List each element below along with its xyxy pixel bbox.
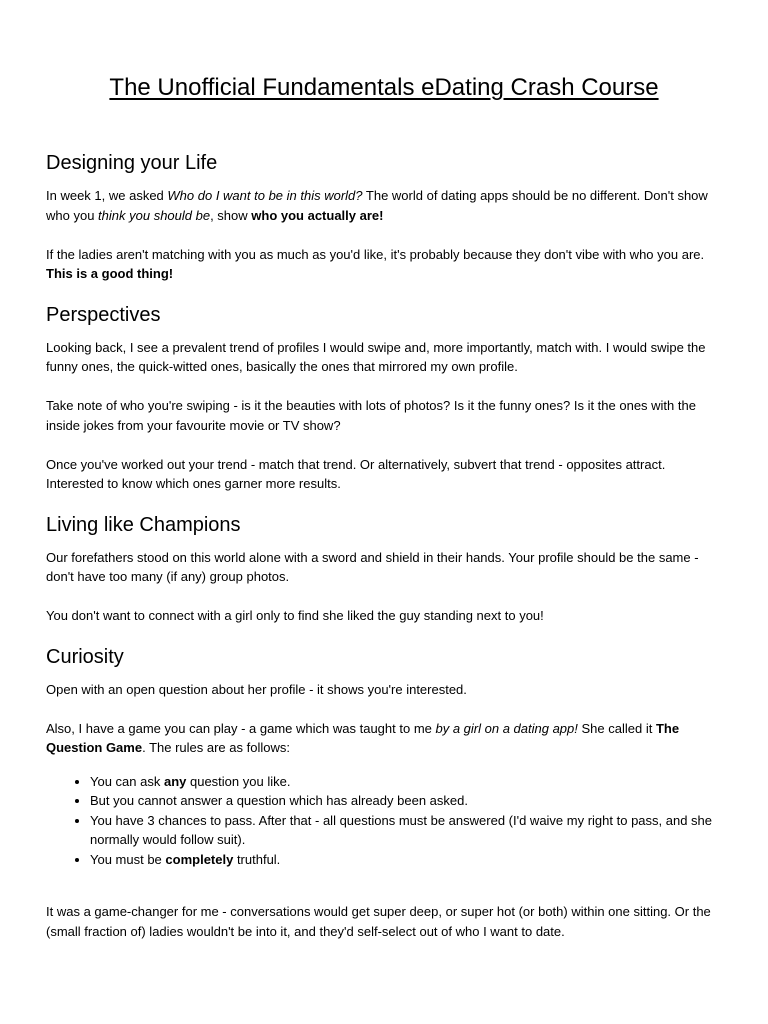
paragraph: You don't want to connect with a girl only to find she liked the guy standing next to you! — [46, 608, 544, 623]
text-run: truthful. — [233, 851, 281, 867]
list-item — [90, 772, 722, 792]
paragraph: Our forefathers stood on this world alone with a sword and shield in their hands. Your profile should be the same - don't have too many (if any) group photos. — [46, 549, 699, 584]
text-run: , show — [210, 207, 252, 223]
text-run: The world of dating apps should be no different. Don't show who you — [46, 188, 708, 223]
rules-list — [46, 772, 722, 870]
text-run: . The rules are as follows: — [142, 740, 290, 755]
text-run: question you like. — [186, 773, 291, 789]
paragraph: Looking back, I see a prevalent trend of profiles I would swipe and, more importantly, match with. I would swipe the funny ones, the quick-witted ones, basically the ones that mirrored my own profile. — [46, 339, 706, 374]
list-item: • You have 3 chances to pass. After that - all questions must be answered (I'd waive my right to pass, and she normally would follow suit). — [90, 811, 722, 850]
section-living-like-champions — [46, 511, 722, 626]
paragraph — [46, 719, 722, 758]
italic-text: Who do I want to be in this world? — [167, 188, 363, 203]
paragraph: Once you've worked out your trend - match that trend. Or alternatively, subvert that trend - opposites attract. Interested to know which ones garner more results. — [46, 456, 666, 491]
section-designing-your-life — [46, 149, 722, 284]
paragraph — [46, 245, 722, 284]
text-run: Also, I have a game you can play - a game which was taught to me — [46, 720, 436, 736]
paragraph — [46, 186, 722, 225]
list-item: • But you cannot answer a question which has already been asked. — [90, 791, 722, 811]
text-run: In week 1, we asked — [46, 188, 168, 203]
section-heading: Perspectives — [46, 303, 161, 326]
section-heading: Living like Champions — [46, 513, 241, 536]
italic-text: think you should be — [98, 207, 211, 223]
bold-text: who you actually are! — [251, 207, 384, 223]
text-run: You can ask — [90, 773, 164, 789]
paragraph: It was a game-changer for me - conversations would get super deep, or super hot (or both) within one sitting. Or the (small fraction of) ladies wouldn't be into it, and they'd self-select out of who I want to date. — [46, 904, 711, 939]
bold-text: The Question Game — [46, 720, 680, 755]
section-heading: Designing your Life — [46, 152, 218, 174]
paragraph: Open with an open question about her profile - it shows you're interested. — [46, 681, 467, 697]
text-run: You must be — [90, 851, 166, 867]
document-title: The Unofficial Fundamentals eDating Crash Course — [109, 74, 659, 101]
italic-text: by a girl on a dating app! — [435, 720, 578, 736]
section-perspectives — [46, 301, 722, 494]
bold-text: completely — [165, 851, 234, 867]
text-run: If the ladies aren't matching with you as much as you'd like, it's probably because they don't vibe with who you are. — [46, 246, 705, 262]
bold-text: This is a good thing! — [46, 266, 174, 281]
list-item — [90, 850, 722, 870]
text-run: She called it — [577, 720, 656, 736]
paragraph: Take note of who you're swiping - is it the beauties with lots of photos? Is it the funny ones? Is it the ones with the inside jokes from your favourite movie or TV show? — [46, 398, 696, 433]
section-heading: Curiosity — [46, 645, 124, 668]
section-curiosity — [46, 643, 722, 942]
bold-text: any — [163, 773, 187, 789]
